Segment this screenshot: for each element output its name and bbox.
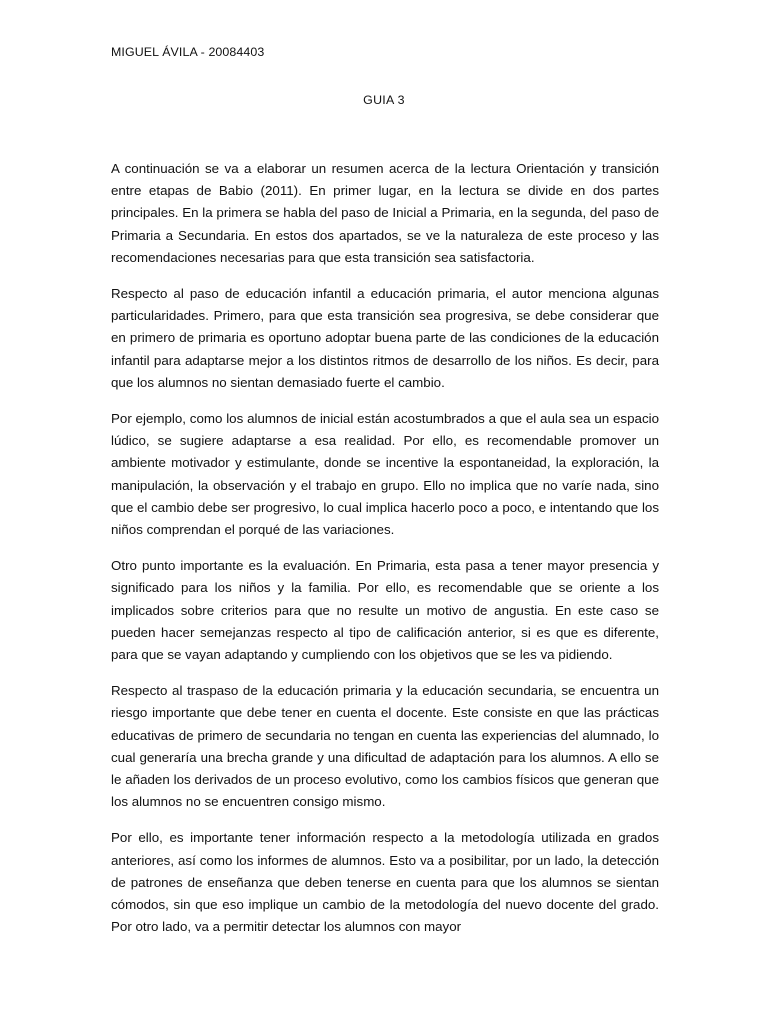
- paragraph-4: Otro punto importante es la evaluación. En Primaria, esta pasa a tener mayor presencia y significado para los niños y la familia. Por ello, es recomendable que se oriente a los implicados sobre criterios para que no resulte un motivo de angustia. En este caso se pueden hacer semejanzas respecto al tipo de calificación anterior, si es que es diferente, para que se vayan adaptando y cumpliendo con los objetivos que se les va pidiendo.: [111, 558, 659, 663]
- paragraph-3: Por ejemplo, como los alumnos de inicial están acostumbrados a que el aula sea un espacio lúdico, se sugiere adaptarse a esa realidad. Por ello, es recomendable promover un ambiente motivador y estimulante, donde se incentive la espontaneidad, la exploración, la manipulación, la observación y el trabajo en grupo. Ello no implica que no varíe nada, sino que el cambio debe ser progresivo, lo cual implica hacerlo poco a poco, e intentando que los niños comprendan el porqué de las variaciones.: [111, 411, 659, 538]
- document-body: [111, 158, 659, 953]
- paragraph-5: Respecto al traspaso de la educación primaria y la educación secundaria, se encuentra un riesgo importante que debe tener en cuenta el docente. Este consiste en que las prácticas educativas de primero de secundaria no tengan en cuenta las experiencias del alumnado, lo cual generaría una brecha grande y una dificultad de adaptación para los alumnos. A ello se le añaden los derivados de un proceso evolutivo, como los cambios físicos que generan que los alumnos no se encuentren consigo mismo.: [111, 683, 659, 810]
- paragraph-6: Por ello, es importante tener información respecto a la metodología utilizada en grados anteriores, así como los informes de alumnos. Esto va a posibilitar, por un lado, la detección de patrones de enseñanza que deben tenerse en cuenta para que los alumnos se sientan cómodos, sin que eso implique un cambio de la metodología del nuevo docente del grado. Por otro lado, va a permitir detectar los alumnos con mayor: [111, 830, 659, 935]
- paragraph-2: Respecto al paso de educación infantil a educación primaria, el autor menciona algunas particularidades. Primero, para que esta transición sea progresiva, se debe considerar que en primero de primaria es oportuno adoptar buena parte de las condiciones de la educación infantil para adaptarse mejor a los distintos ritmos de desarrollo de los niños. Es decir, para que los alumnos no sientan demasiado fuerte el cambio.: [111, 286, 659, 390]
- document-title: GUIA 3: [363, 93, 405, 107]
- author-line: MIGUEL ÁVILA - 20084403: [111, 45, 265, 59]
- paragraph-1: A continuación se va a elaborar un resumen acerca de la lectura Orientación y transición entre etapas de Babio (2011). En primer lugar, en la lectura se divide en dos partes principales. En la primera se habla del paso de Inicial a Primaria, en la segunda, del paso de Primaria a Secundaria. En estos dos apartados, se ve la naturaleza de este proceso y las recomendaciones necesarias para que esta transición sea satisfactoria.: [111, 161, 659, 265]
